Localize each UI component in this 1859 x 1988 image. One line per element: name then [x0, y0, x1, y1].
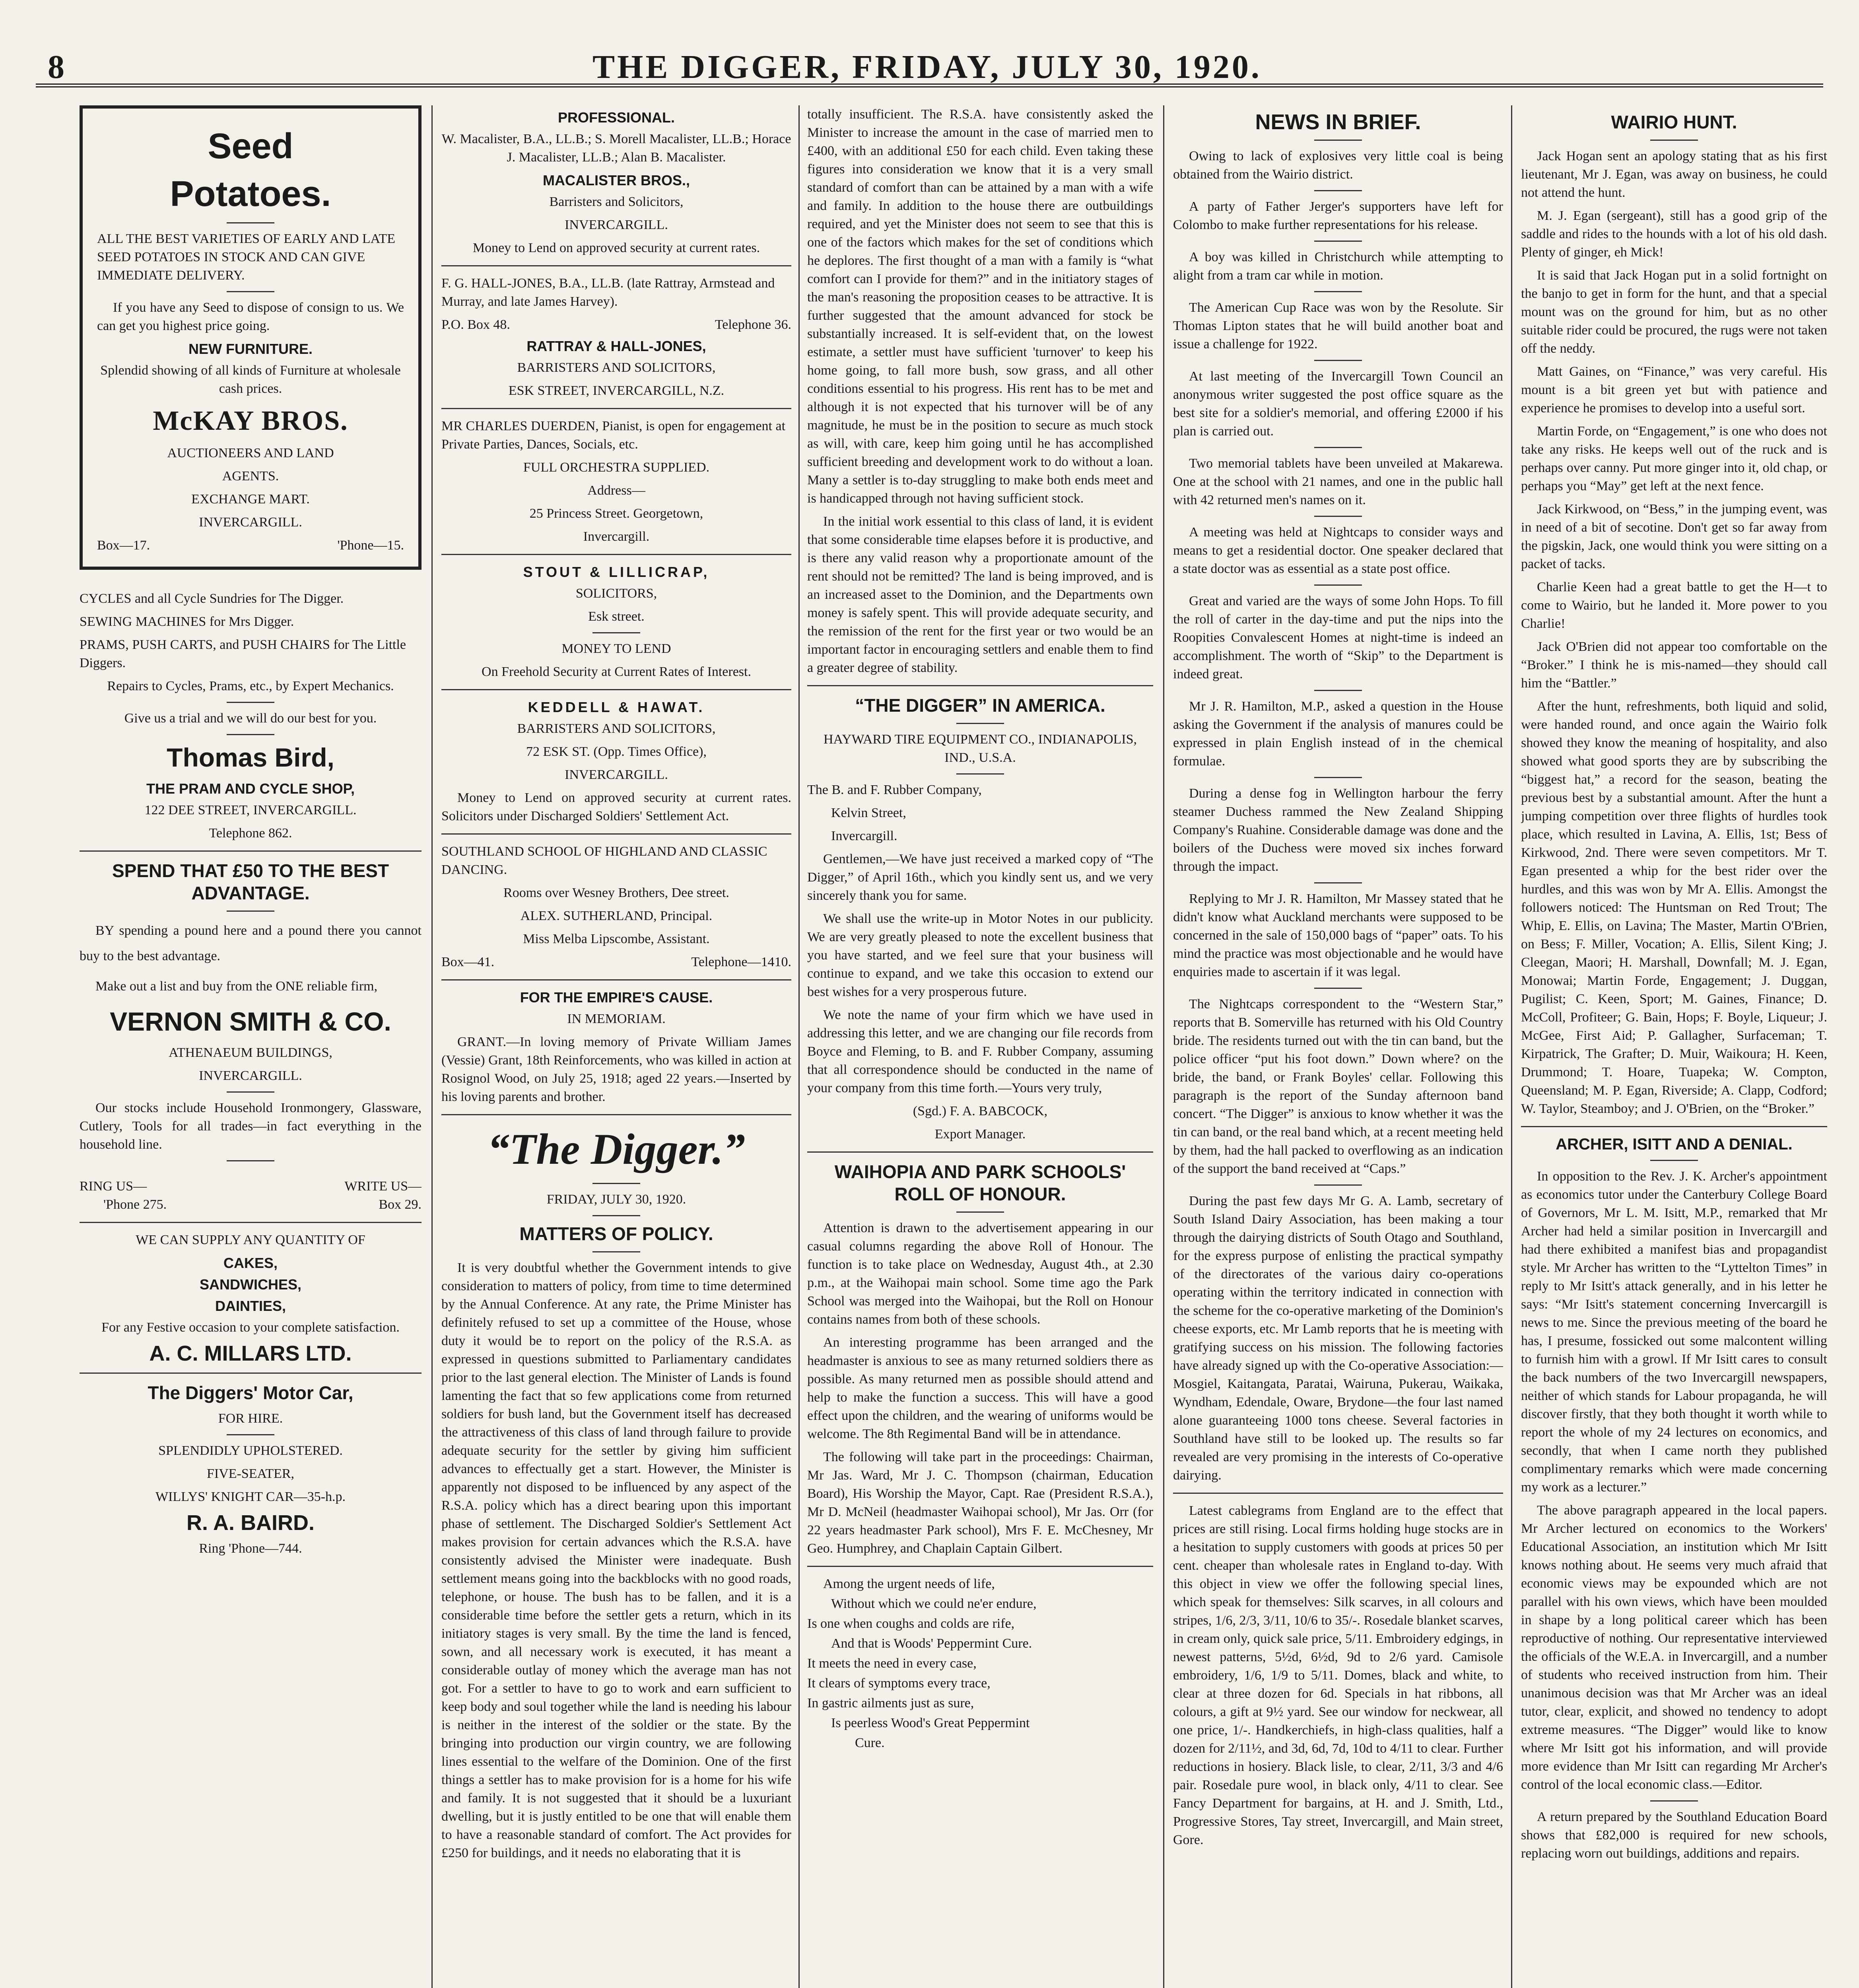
seed-note: If you have any Seed to dispose of consign to us. We can get you highest price going.	[97, 300, 404, 333]
duerden-address-label: Address—	[587, 483, 645, 498]
rattray-firm: RATTRAY & HALL-JONES,	[526, 338, 706, 354]
bird-line: THE PRAM AND CYCLE SHOP,	[146, 780, 355, 797]
duerden-body: MR CHARLES DUERDEN, Pianist, is open for engagement at Private Parties, Dances, Socials, etc.	[441, 419, 786, 452]
motor-car-heading: The Diggers' Motor Car,	[148, 1382, 354, 1403]
america-address: Invercargill.	[831, 829, 897, 843]
duerden-town: Invercargill.	[583, 529, 650, 544]
stout-firm: STOUT & LILLICRAP,	[523, 564, 710, 580]
masthead	[36, 48, 1823, 87]
dance-box: Box—41.	[441, 955, 495, 969]
hunt-paragraph: Jack Hogan sent an apology stating that as his first lieutenant, Mr J. Egan, was away on business, he could not attend the hunt.	[1521, 149, 1827, 200]
motor-line: SPLENDIDLY UPHOLSTERED.	[158, 1443, 343, 1458]
divider	[1314, 360, 1362, 361]
vernon-body: Our stocks include Household Ironmongery, Glassware, Cutlery, Tools for all trades—in fact everything in the household line.	[80, 1101, 422, 1152]
america-address: The B. and F. Rubber Company,	[807, 782, 982, 797]
waihopia-paragraph: Attention is drawn to the advertisement appearing in our casual columns regarding the above Roll of Honour. The function is to take place on Wednesday, August 4th., at 2.30 p.m., at the Waihopai main school. Some time ago the Park School was merged into the Waihopai, but the Roll on Honour contains names from both of these schools.	[807, 1221, 1153, 1327]
ring-write-row	[80, 1177, 422, 1196]
divider	[441, 408, 791, 409]
america-paragraph: Gentlemen,—We have just received a marked copy of “The Digger,” of April 16th., which you kindly sent us, and we very sincerely thank you for same.	[807, 852, 1153, 903]
policy-paragraph: totally insufficient. The R.S.A. have consistently asked the Minister to increase the amount in the case of married men to £400, with an additional £50 for each child. Even taking these figures into consideration we know that it is a very small standard of comfort than can be attained by a man with a wife and family. In addition to the house there are outbuildings required, and yet the Minister does not seem to see that this is one of the factors which makes for the set of conditions which he deplores. The first thought of a man with a family is “what comfort can I provide for them?” and in the initiatory stages of the man's reasoning the proposition ceases to be attractive. It is further suggested that the amount advanced for stock be substantially increased. It is self-evident that, on the lowest estimate, a settler must have sufficient 'turnover' to keep his home going, to fall more bush, sow grass, and all other conditions essential to his progress. His rent has to be met and although it is not expected that his turnover will be of any magnitude, he must be in the position to secure as much stock as will, with care, keep him going until he has accomplished sufficient breeding and development work to do without a loan. Many a settler is to-day struggling to make both ends meet and is handicapped through not having sufficient stock.	[807, 107, 1153, 506]
millars-name: A. C. MILLARS LTD.	[149, 1342, 352, 1365]
news-item: Replying to Mr J. R. Hamilton, Mr Massey stated that he didn't know what Auckland merchants were supposed to be concerned in the sale of 150,000 bags of “paper” oats. To his mind the practice was most objectionable and he would have enquiries made to ascertain if it was legal.	[1173, 891, 1503, 979]
news-item: A meeting was held at Nightcaps to consider ways and means to get a residential doctor. One speaker declared that a state doctor was as essential as a state post office.	[1173, 525, 1503, 576]
divider	[1314, 882, 1362, 883]
news-item: At last meeting of the Invercargill Town Council an anonymous writer suggested the post office square as the best site for a soldier's memorial, and offering £2000 if his plan is carried out.	[1173, 369, 1503, 439]
stout-body: On Freehold Security at Current Rates of Interest.	[482, 664, 751, 679]
baird-phone: Ring 'Phone—744.	[199, 1541, 302, 1556]
divider	[227, 911, 274, 912]
divider	[441, 265, 791, 266]
write-box: Box 29.	[379, 1197, 422, 1212]
baird-name: R. A. BAIRD.	[186, 1511, 315, 1535]
empire-sub: IN MEMORIAM.	[567, 1011, 666, 1026]
potatoes-title: Potatoes.	[170, 174, 331, 214]
the-digger-title: “The Digger.”	[488, 1125, 745, 1173]
divider	[1314, 291, 1362, 292]
poem-line: It meets the need in every case,	[807, 1656, 977, 1671]
divider	[80, 1222, 422, 1223]
poem-line: In gastric ailments just as sure,	[807, 1696, 974, 1710]
spend-body: Make out a list and buy from the ONE reliable firm,	[95, 979, 378, 994]
column-rule	[1163, 105, 1164, 1988]
news-item: Mr J. R. Hamilton, M.P., asked a question in the House asking the Government if the analysis of manures could be expressed in plain English instead of in the chemical formulae.	[1173, 699, 1503, 769]
divider	[807, 685, 1153, 686]
dance-assistant: Miss Melba Lipscombe, Assistant.	[523, 932, 710, 946]
archer-heading: ARCHER, ISITT AND A DENIAL.	[1556, 1136, 1793, 1153]
divider	[441, 554, 791, 555]
stout-addr: Esk street.	[588, 609, 645, 624]
duerden-address: 25 Princess Street. Georgetown,	[529, 506, 703, 521]
mckay-line: INVERCARGILL.	[199, 515, 302, 530]
cycles-line: SEWING MACHINES for Mrs Digger.	[80, 614, 294, 629]
divider	[227, 1091, 274, 1093]
poem-line: Is peerless Wood's Great Peppermint	[831, 1716, 1030, 1730]
divider	[1650, 140, 1698, 141]
poem-line: It clears of symptoms every trace,	[807, 1676, 991, 1691]
hunt-paragraph: Martin Forde, on “Engagement,” is one who does not take any risks. He keeps well out of the ruck and is perhaps over canny. Put more ginger into it, old chap, or perhaps you “May” get left at the next fence.	[1521, 424, 1827, 493]
hunt-paragraph: Charlie Keen had a great battle to get the H—t to come to Wairio, but he landed it. More power to you Charlie!	[1521, 580, 1827, 631]
vernon-smith-name: VERNON SMITH & CO.	[110, 1007, 391, 1036]
poem-line: Cure.	[855, 1736, 885, 1750]
archer-paragraph: In opposition to the Rev. J. K. Archer's appointment as economics tutor under the Canterbury College Board of Governors, Mr L. M. Isitt, M.P., remarked that Mr Archer had held a similar position in Invercargill and had there exhibited a manifest bias and propagandist style. Mr Archer has written to the “Lyttelton Times” in reply to Mr Isitt's attack generally, and in his letter he says: “Mr Isitt's statement concerning Invercargill is news to me. Since the previous meeting of the board he has, I presume, fossicked out some malcontent willing to furnish him with a growl. If Mr Isitt cares to consult the back numbers of the two Invercargill newspapers, neither of which stands for Labour propaganda, he will discover firstly, that they both thought it worth while to report the whole of my 24 lectures on economics, and secondly, that when I came north they published complimentary remarks which were made concerning my work as a lecturer.”	[1521, 1169, 1827, 1495]
divider	[441, 833, 791, 835]
news-item: A party of Father Jerger's supporters have left for Colombo to make further representations for his release.	[1173, 199, 1503, 232]
mckay-phone: 'Phone—15.	[337, 538, 404, 553]
divider	[227, 291, 274, 292]
cakes-intro: WE CAN SUPPLY ANY QUANTITY OF	[136, 1233, 365, 1247]
mckay-name: McKAY BROS.	[153, 406, 348, 436]
hunt-paragraph: It is said that Jack Hogan put in a solid fortnight on the banjo to get in form for the hunt, and that a special mount was on the ground for him, but as no other suitable rider could be procured, the rugs were not taken off the neddy.	[1521, 268, 1827, 356]
news-heading: NEWS IN BRIEF.	[1255, 110, 1421, 134]
column-rule	[431, 105, 433, 1988]
furniture-body: Splendid showing of all kinds of Furniture at wholesale cash prices.	[100, 363, 401, 396]
hall-jones-body: F. G. HALL-JONES, B.A., LL.B. (late Rattray, Armstead and Murray, and late James Harvey).	[441, 276, 775, 309]
vernon-line: INVERCARGILL.	[199, 1068, 302, 1083]
spend-heading: SPEND THAT £50 TO THE BEST ADVANTAGE.	[112, 860, 389, 903]
poem-line: Without which we could ne'er endure,	[831, 1596, 1037, 1611]
macalister-names: W. Macalister, B.A., LL.B.; S. Morell Macalister, LL.B.; Horace J. Macalister, LL.B.; Alan B. Macalister.	[441, 132, 791, 165]
ring-phone: 'Phone 275.	[103, 1197, 167, 1212]
divider	[227, 1434, 274, 1435]
news-item: During the past few days Mr G. A. Lamb, secretary of South Island Dairy Association, has been making a tour through the dairying districts of South Otago and Southland, for the express purpose of enlisting the practical sympathy of the directorates of the various dairy co-operations operating within the territory indicated in connection with the scheme for the co-operative marketing of the Dominion's cheese exports, etc. Mr Lamb reports that he is meeting with gratifying success on his mission. The following factories have already signed up with the Co-operative Association:—Mosgiel, Kaitangata, Paratai, Wairuna, Pukerau, Waikaka, Wyndham, Edendale, Oware, Brydone—the four last named alone guaranteeing 1000 tons cheese. Several factories in Southland have still to be looked up. The results so far revealed are very promising in the interests of Co-operative dairying.	[1173, 1194, 1503, 1483]
column-rule	[798, 105, 800, 1988]
cakes-note: For any Festive occasion to your complete satisfaction.	[101, 1320, 400, 1335]
divider	[592, 1183, 640, 1184]
news-item: Great and varied are the ways of some John Hops. To fill the roll of carter in the day-time and put the nips into the Roopities Convalescent Homes at night-time is indeed an accomplishment. The worth of “Skip” to the Department is indeed great.	[1173, 594, 1503, 681]
archer-paragraph: The above paragraph appeared in the local papers. Mr Archer lectured on economics to the Workers' Educational Association, an institution which Mr Isitt knows nothing about. He seems very much afraid that economic views may be expounded which are not parallel with his own views, which have been moulded in shape by a long political career which has been reproductive of nothing. Our representative interviewed the officials of the W.E.A. in Invercargill, and a number of students who received instruction from him. Their unanimous decision was that Mr Archer was an ideal tutor, clear, explicit, and showed no tendency to adopt extreme measures. “The Digger” would like to know where Mr Isitt got his information, and will provide more evidence than Mr Isitt can regarding Mr Archer's control of the local economic class.—Editor.	[1521, 1503, 1827, 1792]
divider	[1314, 1184, 1362, 1186]
thomas-bird-name: Thomas Bird,	[167, 743, 334, 772]
news-item: The Nightcaps correspondent to the “Western Star,” reports that B. Somerville has returned with his Old Country bride. The residents turned out with the tin can band, but the police officer “put his foot down.” Down where? on the bride, the band, or Frank Boyles' cellar. Following this paragraph is the report of the Sunday afternoon band concert. “The Digger” is anxious to know whether it was the tin can band, or the real band which, at a recent meeting held by them, had the hall packed to overflowing as an indication of the support the band received at “Caps.”	[1173, 997, 1503, 1176]
bird-line: 122 DEE STREET, INVERCARGILL.	[144, 803, 357, 817]
macalister-money: Money to Lend on approved security at current rates.	[472, 241, 760, 255]
mckay-line: EXCHANGE MART.	[191, 492, 310, 507]
divider	[227, 702, 274, 703]
seed-body: ALL THE BEST VARIETIES OF EARLY AND LATE SEED POTATOES IN STOCK AND CAN GIVE IMMEDIATE DELIVERY.	[97, 231, 395, 283]
digger-date: FRIDAY, JULY 30, 1920.	[546, 1192, 686, 1207]
ring-write-row	[80, 1196, 422, 1214]
rattray-addr: ESK STREET, INVERCARGILL, N.Z.	[508, 383, 725, 398]
divider	[1650, 1800, 1698, 1802]
divider	[1314, 190, 1362, 191]
america-company: HAYWARD TIRE EQUIPMENT CO., INDIANAPOLIS, IND., U.S.A.	[824, 732, 1137, 765]
divider	[1314, 516, 1362, 517]
rattray-role: BARRISTERS AND SOLICITORS,	[517, 360, 716, 375]
divider	[1314, 140, 1362, 141]
bird-line: Telephone 862.	[209, 826, 292, 841]
mckay-line: AGENTS.	[222, 469, 279, 483]
news-item: The American Cup Race was won by the Resolute. Sir Thomas Lipton states that he will build another boat and issue a challenge for 1922.	[1173, 300, 1503, 351]
divider	[1314, 241, 1362, 242]
macalister-role: Barristers and Solicitors,	[549, 194, 684, 209]
america-address: Kelvin Street,	[831, 806, 906, 820]
write-us: WRITE US—	[344, 1179, 422, 1194]
america-signature: (Sgd.) F. A. BABCOCK,	[913, 1104, 1048, 1118]
divider	[80, 1373, 422, 1374]
divider	[1314, 447, 1362, 448]
hall-box: P.O. Box 48.	[441, 317, 510, 332]
mckay-contact	[97, 536, 404, 555]
stout-money: MONEY TO LEND	[561, 641, 671, 656]
divider	[441, 979, 791, 980]
column-rule	[1511, 105, 1512, 1988]
cycles-line: PRAMS, PUSH CARTS, and PUSH CHAIRS for The Little Diggers.	[80, 637, 406, 670]
macalister-town: INVERCARGILL.	[565, 217, 668, 232]
dance-phone: Telephone—1410.	[691, 955, 791, 969]
divider	[1314, 988, 1362, 989]
waihopia-heading: WAIHOPIA AND PARK SCHOOLS' ROLL OF HONOUR.	[834, 1161, 1126, 1204]
dance-principal: ALEX. SUTHERLAND, Principal.	[520, 909, 713, 923]
cakes-item: CAKES,	[223, 1255, 278, 1271]
divider	[1314, 777, 1362, 778]
news-item: Owing to lack of explosives very little coal is being obtained from the Wairio district.	[1173, 149, 1503, 182]
policy-paragraph: In the initial work essential to this class of land, it is evident that some considerable time elapses before it is productive, and is there any valid reason why a proportionate amount of the rent should not be remitted? The land is being improved, and is an increased asset to the Dominion, and the Departments own money is safely spent. This will provide adequate security, and the remission of the rent for the first year or two would be an important factor in encouraging settlers and enable them to find a greater degree of stability.	[807, 514, 1153, 675]
divider	[80, 850, 422, 852]
hall-phone: Telephone 36.	[715, 317, 791, 332]
dance-rooms: Rooms over Wesney Brothers, Dee street.	[503, 885, 729, 900]
ring-us: RING US—	[80, 1179, 147, 1194]
divider	[807, 1151, 1153, 1153]
divider	[1521, 1126, 1827, 1127]
divider	[956, 773, 1004, 775]
column-4	[1173, 105, 1503, 1988]
motor-line: FIVE-SEATER,	[206, 1466, 295, 1481]
waihopia-paragraph: An interesting programme has been arranged and the headmaster is anxious to see as many returned soldiers there as possible. As many returned men as possible should attend and help to make the function a success. This will have a good effect upon the children, and the wearing of uniforms would be welcome. The 8th Regimental Band will be in attendance.	[807, 1335, 1153, 1441]
news-item: Latest cablegrams from England are to the effect that prices are still rising. Local firms holding huge stocks are in a hesitation to supply customers with goods at prices 50 per cent. cheaper than wholesale rates in England to-day. With this object in view we offer the following special lines, which speak for themselves: Silk scarves, in all colours and stripes, 1/6, 2/3, 3/11, 10/6 to 35/-. Rosedale blanket scarves, in cream only, quick sale price, 5/11. Embroidery edgings, in newest patterns, 5½d, 6½d, 9d to 2/6 yard. Camisole embroidery, 1/6, 1/9 to 5/11. Domes, black and white, to clear at three dozen for 6d. Specials in hat ribbons, all colours, a gift at 9½ yard. See our window for neckwear, all one price, 1/-. Handkerchiefs, in high-class qualities, half a dozen for 2/11½, and 3d, 6d, 7d, 10d to 4/11 to clear. Further reductions in hosiery. Black lisle, to clear, 2/11, 3/3 and 4/6 pair. Rosedale pure wool, in black only, 4/11 to clear. See Fancy Department for bargains, at H. and J. Smith, Ltd., Progressive Stores, Tay street, Invercargill, and Main street, Gore.	[1173, 1503, 1503, 1847]
waihopia-paragraph: The following will take part in the proceedings: Chairman, Mr Jas. Ward, Mr J. C. Thompson (chairman, Education Board), His Worship the Mayor, Capt. Rae (President R.S.A.), Mr D. McNeil (headmaster Waihopai school), Mr Jas. Orr (for 22 years headmaster Park school), Mrs F. E. McChesney, Mr Geo. Humphrey, and Chaplain Captain Gilbert.	[807, 1450, 1153, 1556]
policy-heading: MATTERS OF POLICY.	[519, 1223, 713, 1244]
seed-title: Seed	[208, 126, 293, 166]
hall-contact	[441, 316, 791, 334]
keddell-addr: 72 ESK ST. (Opp. Times Office),	[526, 744, 707, 759]
macalister-firm: MACALISTER BROS.,	[542, 172, 690, 188]
america-paragraph: We shall use the write-up in Motor Notes in our publicity. We are very greatly pleased to note the excellent business that you have started, and we feel sure that your business will continue to expand, and we take this occasion to extend our best wishes for a very prosperous future.	[807, 911, 1153, 999]
professional-heading: PROFESSIONAL.	[558, 109, 675, 126]
dance-contact	[441, 953, 791, 971]
america-paragraph: We note the name of your firm which we have used in addressing this letter, and we are changing our file records from Boyce and Fleming, to B. and F. Rubber Company, assuming that all correspondence should be conducted in the name of your company from this time forth.—Yours very truly,	[807, 1008, 1153, 1095]
motor-line: WILLYS' KNIGHT CAR—35-h.p.	[155, 1489, 346, 1504]
divider	[956, 723, 1004, 724]
divider	[592, 1215, 640, 1216]
divider	[592, 632, 640, 633]
column-1	[80, 105, 422, 1988]
divider	[227, 734, 274, 735]
keddell-firm: KEDDELL & HAWAT.	[528, 699, 705, 715]
stout-role: SOLICITORS,	[575, 586, 657, 601]
newspaper-title: THE DIGGER, FRIDAY, JULY 30, 1920.	[592, 49, 1262, 85]
page-number: 8	[48, 49, 64, 85]
hunt-paragraph: After the hunt, refreshments, both liquid and solid, were handed round, and once again the Wairio folk showed they know the meaning of hospitality, and also showed what good sports they are by subscribing the “biggest hat,” a record for the season, beating the previous best by a substantial amount. After the hunt a jumping competition over three flights of hurdles took place, which resulted in Lavina, A. Ellis, 1st; Bess of Kirkwood, 2nd. There were seven competitors. Mr T. Egan presented a whip for the best rider over the hurdles, and this was won by Mr A. Ellis. Amongst the followers noticed: The Huntsman on Red Trout; The Whip, E. Ellis, on Lavina; The Master, Martin O'Brien, on Bess; F. Miller, Vocation; A. Ellis, Silent King; J. Cleegan, Maori; H. Marshall, Downfall; M. J. Egan, Monowai; Martin Forde, Engagement; J. Duggan, Pugilist; C. Keen, Sport; M. Gaines, Finance; D. McColl, Profiteer; G. Bain, Hops; F. Boyle, Liqueur; J. McGee, First Aid; P. Gallagher, Surfaceman; T. Kirpatrick, The Grafter; D. Muir, Waikoura; H. Keen, Drummond; T. Hoare, Tuapeka; W. Compton, Queensland; M. P. Egan, Riverside; A. Clapp, Codford; W. Taylor, Steamboy; and J. O'Brien, on the “Broker.”	[1521, 699, 1827, 1116]
vernon-line: ATHENAEUM BUILDINGS,	[169, 1045, 332, 1060]
hunt-paragraph: Matt Gaines, on “Finance,” was very careful. His mount is a bit green yet but with patience and experience he promises to develop into a useful sort.	[1521, 364, 1827, 415]
column-2	[441, 105, 791, 1988]
empire-heading: FOR THE EMPIRE'S CAUSE.	[520, 989, 713, 1006]
spend-body: BY spending a pound here and a pound there you cannot buy to the best advantage.	[80, 923, 422, 963]
divider	[956, 1211, 1004, 1213]
news-item: During a dense fog in Wellington harbour the ferry steamer Duchess rammed the New Zealand Shipping Company's Ruahine. Considerable damage was done and the boilers of the Duchess were moved six inches forward through the impact.	[1173, 786, 1503, 874]
divider	[1650, 1160, 1698, 1161]
mckay-box: Box—17.	[97, 538, 150, 553]
cycles-line: Repairs to Cycles, Prams, etc., by Expert Mechanics.	[107, 679, 394, 693]
keddell-body: Money to Lend on approved security at current rates. Solicitors under Discharged Soldiers' Settlement Act.	[441, 790, 791, 823]
america-signature: Export Manager.	[934, 1127, 1026, 1142]
cakes-item: SANDWICHES,	[199, 1276, 301, 1293]
hunt-paragraph: Jack Kirkwood, on “Bess,” in the jumping event, was in need of a bit of secotine. Don't get so far away from the pigskin, Jack, one would think you were sitting on a packet of tacks.	[1521, 502, 1827, 571]
divider	[1173, 1493, 1503, 1494]
divider	[1314, 690, 1362, 691]
divider	[592, 1251, 640, 1252]
empire-body: GRANT.—In loving memory of Private William James (Vessie) Grant, 18th Reinforcements, who was killed in action at Rosignol Wood, on July 25, 1918; aged 22 years.—Inserted by his loving parents and brother.	[441, 1035, 791, 1104]
duerden-orchestra: FULL ORCHESTRA SUPPLIED.	[523, 460, 710, 475]
poem-line: And that is Woods' Peppermint Cure.	[831, 1636, 1032, 1651]
cycles-line: Give us a trial and we will do our best for you.	[124, 711, 377, 726]
news-item: Two memorial tablets have been unveiled at Makarewa. One at the school with 21 names, and one in the public hall with 42 returned men's names on it.	[1173, 456, 1503, 507]
america-heading: “THE DIGGER” IN AMERICA.	[855, 695, 1105, 716]
column-5	[1521, 105, 1827, 1988]
wairio-hunt-heading: WAIRIO HUNT.	[1611, 112, 1737, 132]
news-item: A boy was killed in Christchurch while attempting to alight from a tram car while in motion.	[1173, 250, 1503, 283]
furniture-heading: NEW FURNITURE.	[188, 341, 313, 357]
hunt-paragraph: M. J. Egan (sergeant), still has a good grip of the saddle and rides to the hounds with a lot of his old dash. Plenty of ginger, eh Mick!	[1521, 208, 1827, 260]
keddell-role: BARRISTERS AND SOLICITORS,	[517, 721, 716, 736]
divider	[227, 222, 274, 223]
motor-sub: FOR HIRE.	[218, 1411, 283, 1426]
dance-heading: SOUTHLAND SCHOOL OF HIGHLAND AND CLASSIC DANCING.	[441, 844, 767, 877]
poem-line: Among the urgent needs of life,	[823, 1576, 995, 1591]
divider	[1314, 584, 1362, 586]
hunt-paragraph: Jack O'Brien did not appear too comfortable on the “Broker.” I think he is mis-named—they should call him the “Battler.”	[1521, 639, 1827, 691]
archer-paragraph: A return prepared by the Southland Education Board shows that £82,000 is required for new schools, replacing worn out buildings, additions and repairs.	[1521, 1809, 1827, 1861]
policy-paragraph: It is very doubtful whether the Government intends to give consideration to matters of policy, from time to time determined by the Annual Conference. At any rate, the Prime Minister has definitely refused to set up a committee of the House, whose duty it would be to report on the policy of the R.S.A. as expressed in questions submitted to Parliamentary candidates prior to the last general election. The Minister of Lands is found lamenting the fact that so few applications come from returned soldiers for bush land, but the Government itself has decreased the attractiveness of this class of land through failure to provide adequate security for the settler by giving him sufficient advances to effectually get a start. However, the Minister is apparently not disposed to be influenced by any aspect of the R.S.A. policy which has a direct bearing upon this important phase of settlement. The Discharged Soldier's Settlement Act makes provision for certain advances which the R.S.A. have consistently advised the Minister were inadequate. Bush settlement means going into the backblocks with no good roads, telephone, or house. The bush has to be fallen, and it is a considerable time before the settler gets a return, which in its initiatory stages is very small. By the time the land is fenced, sown, and all necessary work is executed, it has meant a considerable outlay of money which the average man has not got. For a settler to have to go to work and earn sufficient to keep body and soul together while the land is needing his labour is neither in the interest of the soldier or the state. By the bringing into production our virgin country, we are following lines essential to the welfare of the Dominion. One of the first things a settler has to make provision for is a home for his wife and family. It is not suggested that it should be a luxuriant dwelling, but it is justly entitled to be one that will enable them to have a reasonable standard of comfort. The Act provides for £250 for buildings, and it needs no elaborating that it is	[441, 1260, 791, 1860]
cycles-line: CYCLES and all Cycle Sundries for The Digger.	[80, 591, 344, 606]
cakes-item: DAINTIES,	[215, 1298, 286, 1314]
mckay-line: AUCTIONEERS AND LAND	[167, 446, 334, 460]
divider	[441, 1114, 791, 1115]
divider	[441, 689, 791, 690]
column-3	[807, 105, 1153, 1988]
seed-potatoes-ad	[80, 105, 422, 570]
divider	[227, 1160, 274, 1161]
poem-line: Is one when coughs and colds are rife,	[807, 1616, 1015, 1631]
divider	[807, 1566, 1153, 1567]
keddell-town: INVERCARGILL.	[565, 767, 668, 782]
